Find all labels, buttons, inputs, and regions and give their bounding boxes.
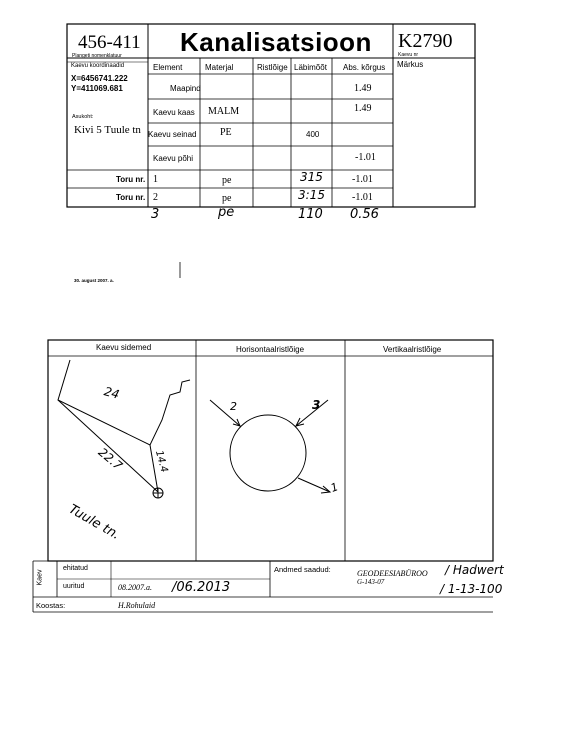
sketch-street-label: Tuule tn. — [66, 501, 123, 544]
handwritten-pipe-material: pe — [218, 205, 235, 220]
handwritten-date: /06.2013 — [172, 580, 231, 595]
x-coordinate: X=6456741.222 — [71, 74, 128, 83]
coords-label: Kaevu koordinaadid — [71, 63, 125, 69]
handwritten-signature: / Hadwert — [445, 563, 504, 577]
handwritten-pipe-number: 3 — [151, 207, 160, 222]
panel-title-horizontal: Horisontaalristlõige — [236, 345, 305, 354]
sketch-label-24: 24 — [102, 384, 121, 402]
col-header-element: Element — [153, 63, 183, 72]
location-value: Kivi 5 Tuule tn — [74, 124, 141, 136]
col-header-notes: Märkus — [397, 60, 424, 69]
pipe-label: Toru nr. — [116, 193, 146, 202]
pipe-abs-height: -1.01 — [352, 174, 373, 185]
col-header-abs-height: Abs. kõrgus — [343, 63, 386, 72]
measured-date: 08.2007.a. — [118, 583, 152, 592]
pipe-material: pe — [222, 175, 232, 186]
row-element: Maapind — [170, 84, 201, 93]
y-coordinate: Y=411069.681 — [71, 84, 123, 93]
compiled-label: Koostas: — [36, 601, 66, 610]
row-abs-height: -1.01 — [355, 152, 376, 163]
row-diameter: 400 — [306, 130, 320, 139]
pipe-number: 2 — [153, 192, 158, 203]
row-material: MALM — [208, 106, 240, 117]
row-abs-height: 1.49 — [354, 103, 372, 114]
pipe-abs-height: -1.01 — [352, 192, 373, 203]
handwritten-pipe-diameter: 110 — [298, 207, 323, 222]
handwritten-pipe-abs-height: 0.56 — [350, 207, 379, 222]
company-code: G-143-07 — [357, 578, 385, 586]
col-header-material: Materjal — [205, 63, 234, 72]
location-label: Asukoht: — [72, 114, 94, 120]
page-title: Kanalisatsioon — [180, 27, 372, 57]
data-source-label: Andmed saadud: — [274, 565, 331, 574]
pipe-diameter: 315 — [300, 170, 323, 184]
row-element: Kaevu seinad — [148, 130, 197, 139]
panel-title-vertical: Vertikaalristlõige — [383, 345, 442, 354]
handwritten-code: / 1-13-100 — [440, 582, 503, 596]
company-name: GEODEESIABÜROO — [357, 569, 428, 578]
pipe-material: pe — [222, 193, 232, 204]
row-abs-height: 1.49 — [354, 83, 372, 94]
horizontal-section-drawing — [210, 400, 330, 493]
pipe-diameter: 3:15 — [298, 188, 325, 202]
col-header-cross-section: Ristlõige — [257, 63, 288, 72]
sketch-label-22: 22.7 — [95, 445, 126, 473]
well-number-label: Kaevu nr — [398, 52, 419, 58]
well-number: K2790 — [398, 30, 453, 52]
circle-label-1: 1 — [328, 480, 341, 495]
row-material: PE — [220, 127, 232, 138]
footer-side-label: Kaev — [36, 569, 44, 586]
date-note: 30. august 2007. a. — [74, 278, 114, 283]
circle-label-2: 2 — [230, 400, 237, 413]
map-sheet-label: Plangeti nomenklatuur — [72, 53, 122, 59]
map-sheet-number: 456-411 — [78, 32, 141, 53]
compiled-by: H.Rohulaid — [118, 601, 156, 610]
circle-label-3: 3 — [312, 398, 321, 412]
row-element: Kaevu põhi — [153, 154, 194, 163]
connection-sketch — [58, 360, 190, 498]
panel-title-connections: Kaevu sidemed — [96, 343, 152, 352]
sketch-label-14: 14.4 — [152, 449, 170, 474]
built-label: ehitatud — [63, 565, 88, 572]
row-element: Kaevu kaas — [153, 108, 195, 117]
measured-label: uuritud — [63, 583, 85, 590]
col-header-diameter: Läbimõõt — [294, 63, 327, 72]
pipe-label: Toru nr. — [116, 175, 146, 184]
pipe-number: 1 — [153, 174, 158, 185]
